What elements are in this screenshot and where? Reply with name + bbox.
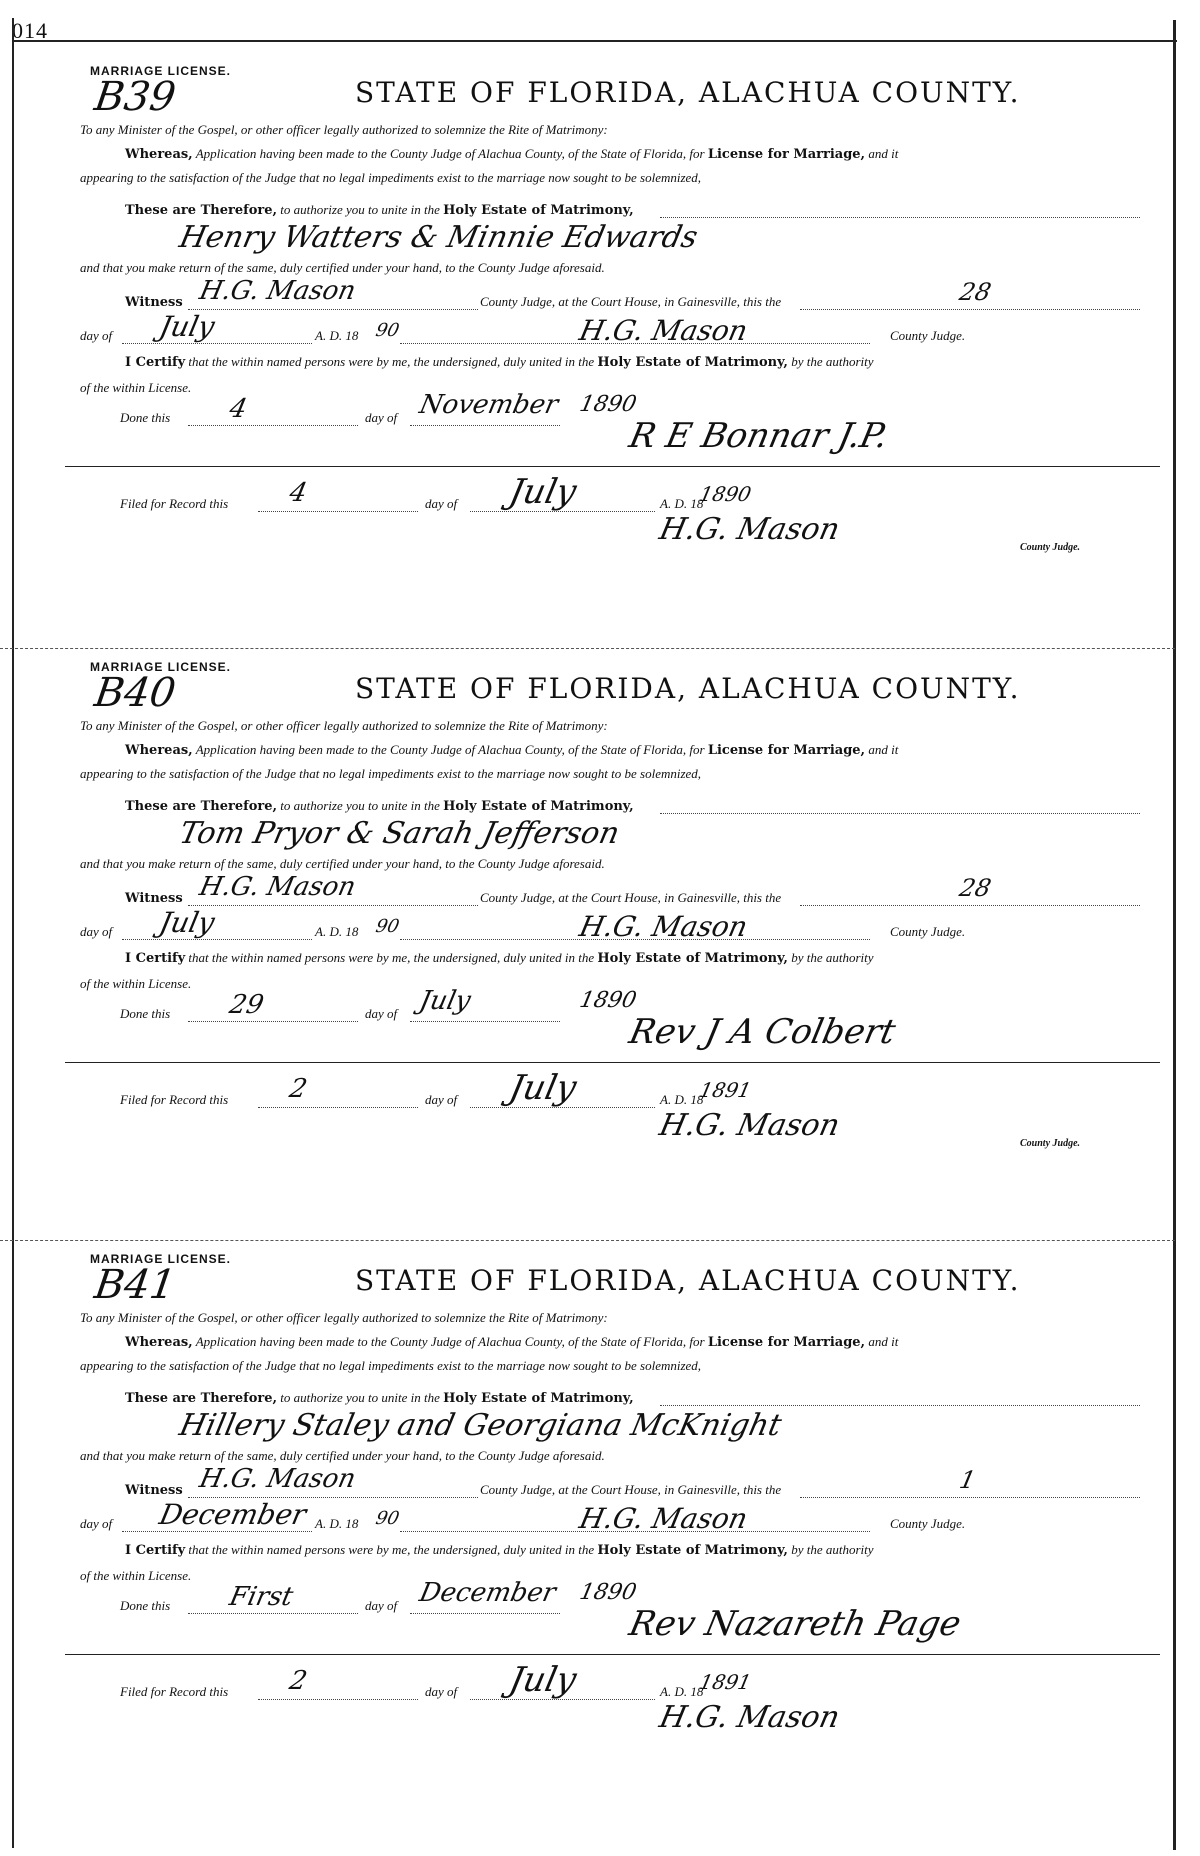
done-day-of-label: day of [365,1006,398,1021]
marriage-license-record [80,64,1140,654]
filed-for-record-label: Filed for Record this [120,496,229,511]
state-heading: STATE OF FLORIDA, ALACHUA COUNTY. [355,1264,1021,1297]
filed-day: 4 [286,478,310,508]
license-day: 1 [957,1466,979,1494]
filed-month: July [505,1068,580,1108]
dotted-line [410,1020,560,1022]
filed-judge-signature: H.G. Mason [656,1108,843,1143]
filed-for-record-label: Filed for Record this [120,1092,229,1107]
dotted-line [660,216,1140,218]
couple-names: Tom Pryor & Sarah Jefferson [176,816,623,851]
filed-day: 2 [286,1074,310,1104]
officiant-signature: R E Bonnar J.P. [625,416,892,456]
whereas-line: Whereas, Application having been made to the County Judge of Alachua County, of the State of Florida, for License for Marriage, and it [125,146,899,162]
dotted-line [258,1106,418,1108]
return-line: and that you make return of the same, duly certified under your hand, to the County Judge aforesaid. [80,856,605,871]
county-judge-at-line: County Judge, at the Court House, in Gainesville, this the [480,890,782,905]
dotted-line [258,1698,418,1700]
dotted-line [800,308,1140,310]
filed-ad-label: A. D. 18 [660,1092,704,1107]
dotted-line [410,424,560,426]
license-month: December [156,1498,310,1531]
couple-names: Henry Watters & Minnie Edwards [176,220,701,255]
filed-month: July [505,1660,580,1700]
these-are-therefore-line: These are Therefore, to authorize you to unite in the Holy Estate of Matrimony, [125,1390,634,1406]
dotted-line [188,424,358,426]
done-year: 1890 [577,392,639,417]
top-rule [12,40,1177,42]
ad-label: A. D. 18 [315,328,359,343]
license-number: B39 [91,74,179,120]
whereas-line: Whereas, Application having been made to the County Judge of Alachua County, of the State of Florida, for License for Marriage, and it [125,1334,899,1350]
license-label: MARRIAGE LICENSE. [90,660,232,674]
dotted-line [800,1496,1140,1498]
license-day: 28 [957,278,994,306]
done-day: 29 [226,990,267,1020]
certify-line: I Certify that the within named persons were by me, the undersigned, duly united in the Holy Estate of Matrimony, by the authority [125,354,874,370]
ad-label: A. D. 18 [315,1516,359,1531]
witness-signature: H.G. Mason [196,276,359,306]
appearing-line: appearing to the satisfaction of the Judge that no legal impediments exist to the marriage now sought to be solemnized, [80,1358,702,1373]
county-judge-label: County Judge. [890,924,966,939]
dotted-line [188,1020,358,1022]
filed-year: 1891 [697,1670,754,1694]
filed-month: July [505,472,580,512]
certify-line: I Certify that the within named persons were by me, the undersigned, duly united in the Holy Estate of Matrimony, by the authority [125,1542,874,1558]
return-line: and that you make return of the same, duly certified under your hand, to the County Judge aforesaid. [80,260,605,275]
filed-year: 1891 [697,1078,754,1102]
filed-county-judge-label: County Judge. [1020,542,1081,553]
certify-line: I Certify that the within named persons were by me, the undersigned, duly united in the Holy Estate of Matrimony, by the authority [125,950,874,966]
marriage-license-record [80,1252,1140,1842]
license-label: MARRIAGE LICENSE. [90,64,232,78]
day-of-label: day of [80,328,113,343]
license-month: July [156,906,218,939]
license-day: 28 [957,874,994,902]
within-license-line: of the within License. [80,976,192,991]
done-year: 1890 [577,988,639,1013]
filed-judge-signature: H.G. Mason [656,512,843,547]
to-any-minister: To any Minister of the Gospel, or other officer legally authorized to solemnize the Rite of Matrimony: [80,718,608,733]
done-day: 4 [226,394,250,424]
dotted-line [660,812,1140,814]
within-license-line: of the within License. [80,1568,192,1583]
license-divider [0,1240,1175,1241]
section-rule [65,1062,1160,1063]
filed-for-record-label: Filed for Record this [120,1684,229,1699]
done-day-of-label: day of [365,1598,398,1613]
dotted-line [188,1612,358,1614]
within-license-line: of the within License. [80,380,192,395]
license-number: B40 [91,670,179,716]
license-year: 90 [373,916,402,937]
appearing-line: appearing to the satisfaction of the Judge that no legal impediments exist to the marriage now sought to be solemnized, [80,766,702,781]
filed-day: 2 [286,1666,310,1696]
dotted-line [800,904,1140,906]
county-judge-label: County Judge. [890,1516,966,1531]
right-margin-rule [1173,20,1176,1850]
appearing-line: appearing to the satisfaction of the Judge that no legal impediments exist to the marriage now sought to be solemnized, [80,170,702,185]
filed-day-of-label: day of [425,496,458,511]
state-heading: STATE OF FLORIDA, ALACHUA COUNTY. [355,76,1021,109]
officiant-signature: Rev J A Colbert [625,1012,899,1052]
license-year: 90 [373,320,402,341]
filed-day-of-label: day of [425,1684,458,1699]
filed-year: 1890 [697,482,754,506]
license-label: MARRIAGE LICENSE. [90,1252,232,1266]
to-any-minister: To any Minister of the Gospel, or other officer legally authorized to solemnize the Rite of Matrimony: [80,1310,608,1325]
left-margin-rule [12,18,14,1848]
done-day-of-label: day of [365,410,398,425]
judge-signature: H.G. Mason [576,910,751,943]
whereas-line: Whereas, Application having been made to the County Judge of Alachua County, of the State of Florida, for License for Marriage, and it [125,742,899,758]
county-judge-at-line: County Judge, at the Court House, in Gainesville, this the [480,294,782,309]
done-this-label: Done this [120,1598,171,1613]
county-judge-label: County Judge. [890,328,966,343]
done-month: November [416,390,561,420]
dotted-line [122,938,312,940]
dotted-line [122,342,312,344]
section-rule [65,466,1160,467]
done-this-label: Done this [120,410,171,425]
filed-day-of-label: day of [425,1092,458,1107]
return-line: and that you make return of the same, duly certified under your hand, to the County Judge aforesaid. [80,1448,605,1463]
to-any-minister: To any Minister of the Gospel, or other officer legally authorized to solemnize the Rite of Matrimony: [80,122,608,137]
marriage-license-record [80,660,1140,1250]
ad-label: A. D. 18 [315,924,359,939]
dotted-line [258,510,418,512]
license-month: July [156,310,218,343]
day-of-label: day of [80,1516,113,1531]
these-are-therefore-line: These are Therefore, to authorize you to unite in the Holy Estate of Matrimony, [125,798,634,814]
license-divider [0,648,1175,649]
done-this-label: Done this [120,1006,171,1021]
license-number: B41 [91,1262,179,1308]
witness-signature: H.G. Mason [196,872,359,902]
witness-label: Witness [125,1483,183,1498]
state-heading: STATE OF FLORIDA, ALACHUA COUNTY. [355,672,1021,705]
witness-label: Witness [125,295,183,310]
county-judge-at-line: County Judge, at the Court House, in Gainesville, this the [480,1482,782,1497]
license-year: 90 [373,1508,402,1529]
couple-names: Hillery Staley and Georgiana McKnight [176,1408,785,1443]
dotted-line [660,1404,1140,1406]
filed-ad-label: A. D. 18 [660,496,704,511]
judge-signature: H.G. Mason [576,1502,751,1535]
done-day: First [226,1582,296,1612]
filed-county-judge-label: County Judge. [1020,1138,1081,1149]
officiant-signature: Rev Nazareth Page [625,1604,965,1644]
done-month: July [416,986,474,1016]
day-of-label: day of [80,924,113,939]
witness-label: Witness [125,891,183,906]
judge-signature: H.G. Mason [576,314,751,347]
witness-signature: H.G. Mason [196,1464,359,1494]
dotted-line [188,308,478,310]
page-number: 014 [12,18,48,43]
dotted-line [410,1612,560,1614]
filed-judge-signature: H.G. Mason [656,1700,843,1735]
these-are-therefore-line: These are Therefore, to authorize you to unite in the Holy Estate of Matrimony, [125,202,634,218]
done-month: December [416,1578,559,1608]
filed-ad-label: A. D. 18 [660,1684,704,1699]
done-year: 1890 [577,1580,639,1605]
section-rule [65,1654,1160,1655]
dotted-line [188,904,478,906]
